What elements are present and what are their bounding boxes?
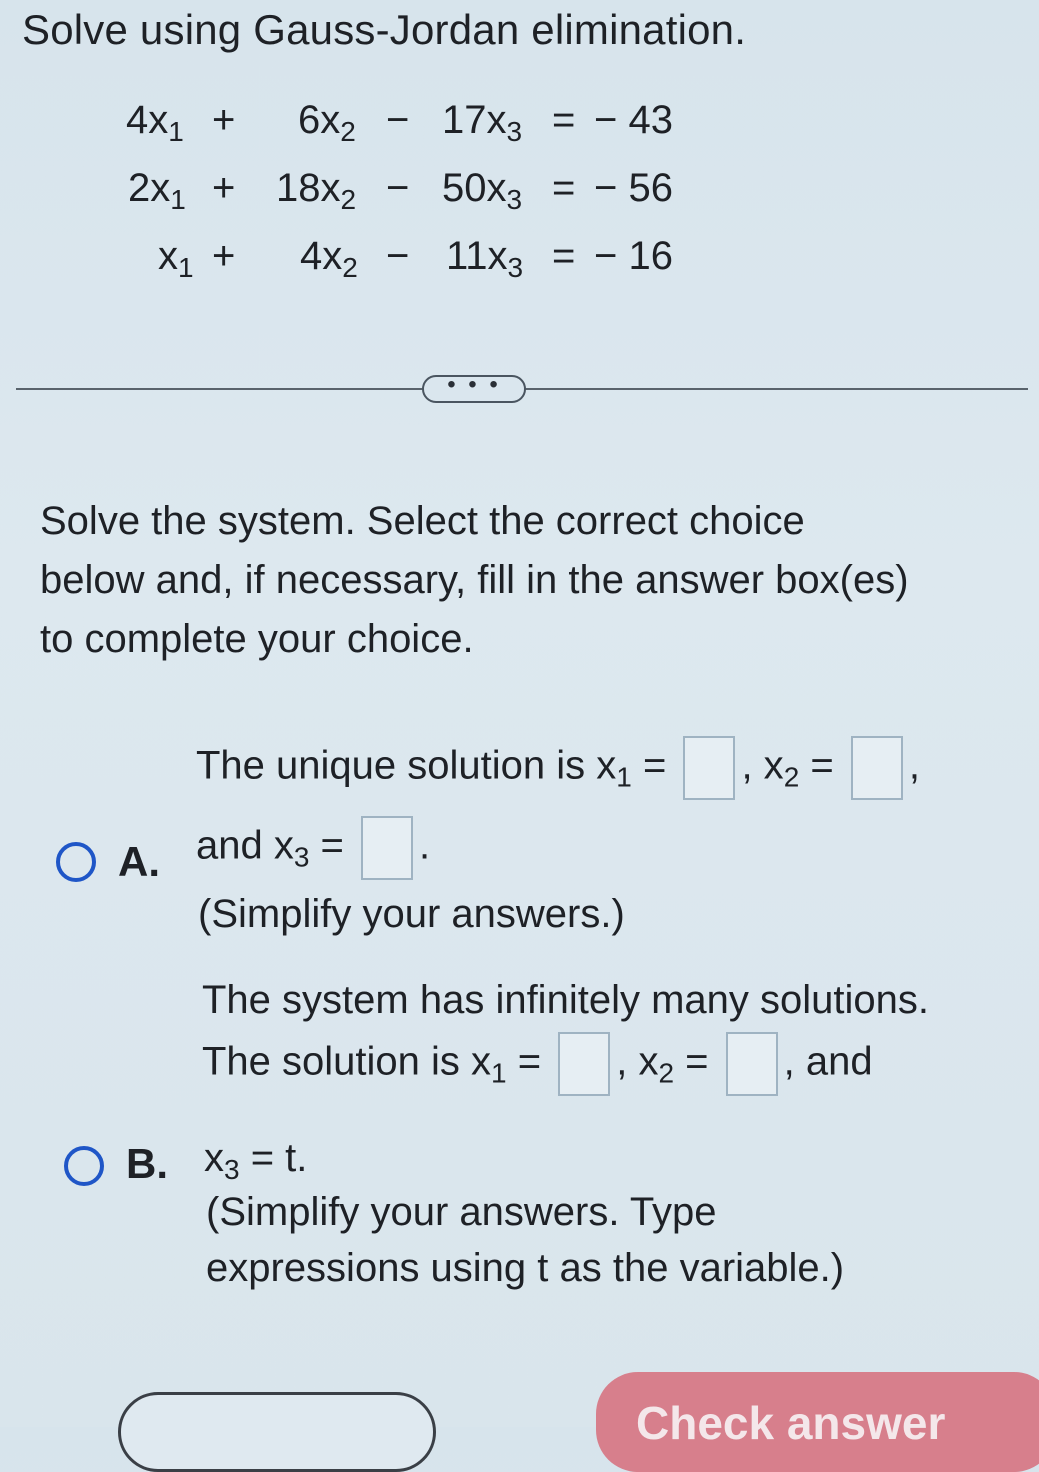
operator: + [212, 234, 236, 278]
choice-a-line-2: and $x_3$ = . [196, 816, 430, 880]
instructions-line: to complete your choice. [40, 617, 474, 661]
choice-b-radio[interactable] [64, 1146, 104, 1186]
term-x2: $6x_2$ [298, 98, 356, 147]
operator: − [386, 234, 410, 278]
operator: − [386, 98, 410, 142]
instructions-line: below and, if necessary, fill in the answer box(es) [40, 558, 909, 602]
clear-all-button[interactable] [118, 1392, 436, 1472]
choice-b-line-1: The system has infinitely many solutions. [202, 978, 929, 1022]
instructions-line: Solve the system. Select the correct choice [40, 499, 805, 543]
term-x3: $50x_3$ [442, 166, 523, 215]
rhs-value: − 43 [594, 98, 673, 142]
term-x3: $17x_3$ [442, 98, 523, 147]
term-x2: $18x_2$ [276, 166, 357, 215]
x1-answer-box[interactable] [683, 736, 735, 800]
choice-b-note-2: expressions using t as the variable.) [206, 1246, 845, 1290]
operator: + [212, 166, 236, 210]
term-x2: $4x_2$ [300, 234, 358, 283]
x2-answer-box[interactable] [851, 736, 903, 800]
choice-a-note: (Simplify your answers.) [198, 892, 625, 936]
choice-b-line-2: The solution is $x_1$ = , $x_2$ = , and [202, 1032, 873, 1096]
choice-b-note-1: (Simplify your answers. Type [206, 1190, 717, 1234]
choice-a-radio[interactable] [56, 842, 96, 882]
rhs-value: − 56 [594, 166, 673, 210]
equals-sign: = [552, 166, 576, 210]
rhs-value: − 16 [594, 234, 673, 278]
equals-sign: = [552, 234, 576, 278]
term-x1: $2x_1$ [128, 166, 186, 215]
term-x3: $11x_3$ [446, 234, 524, 283]
check-answer-button[interactable]: Check answer [596, 1372, 1039, 1472]
choice-a-line-1: The unique solution is $x_1$ = , $x_2$ = , [196, 736, 920, 800]
choice-b-letter: B. [126, 1140, 168, 1187]
x3-answer-box[interactable] [361, 816, 413, 880]
x1-expression-box[interactable] [558, 1032, 610, 1096]
equals-sign: = [552, 98, 576, 142]
expand-more-button[interactable]: • • • [422, 375, 526, 403]
problem-title: Solve using Gauss-Jordan elimination. [22, 6, 747, 53]
term-x1: $x_1$ [158, 234, 194, 283]
x2-expression-box[interactable] [726, 1032, 778, 1096]
instructions-text [40, 492, 1010, 669]
operator: + [212, 98, 236, 142]
choice-a-letter: A. [118, 838, 160, 885]
choice-b-line-3: $x_3 = t$. [204, 1136, 308, 1185]
term-x1: $4x_1$ [126, 98, 184, 147]
operator: − [386, 166, 410, 210]
